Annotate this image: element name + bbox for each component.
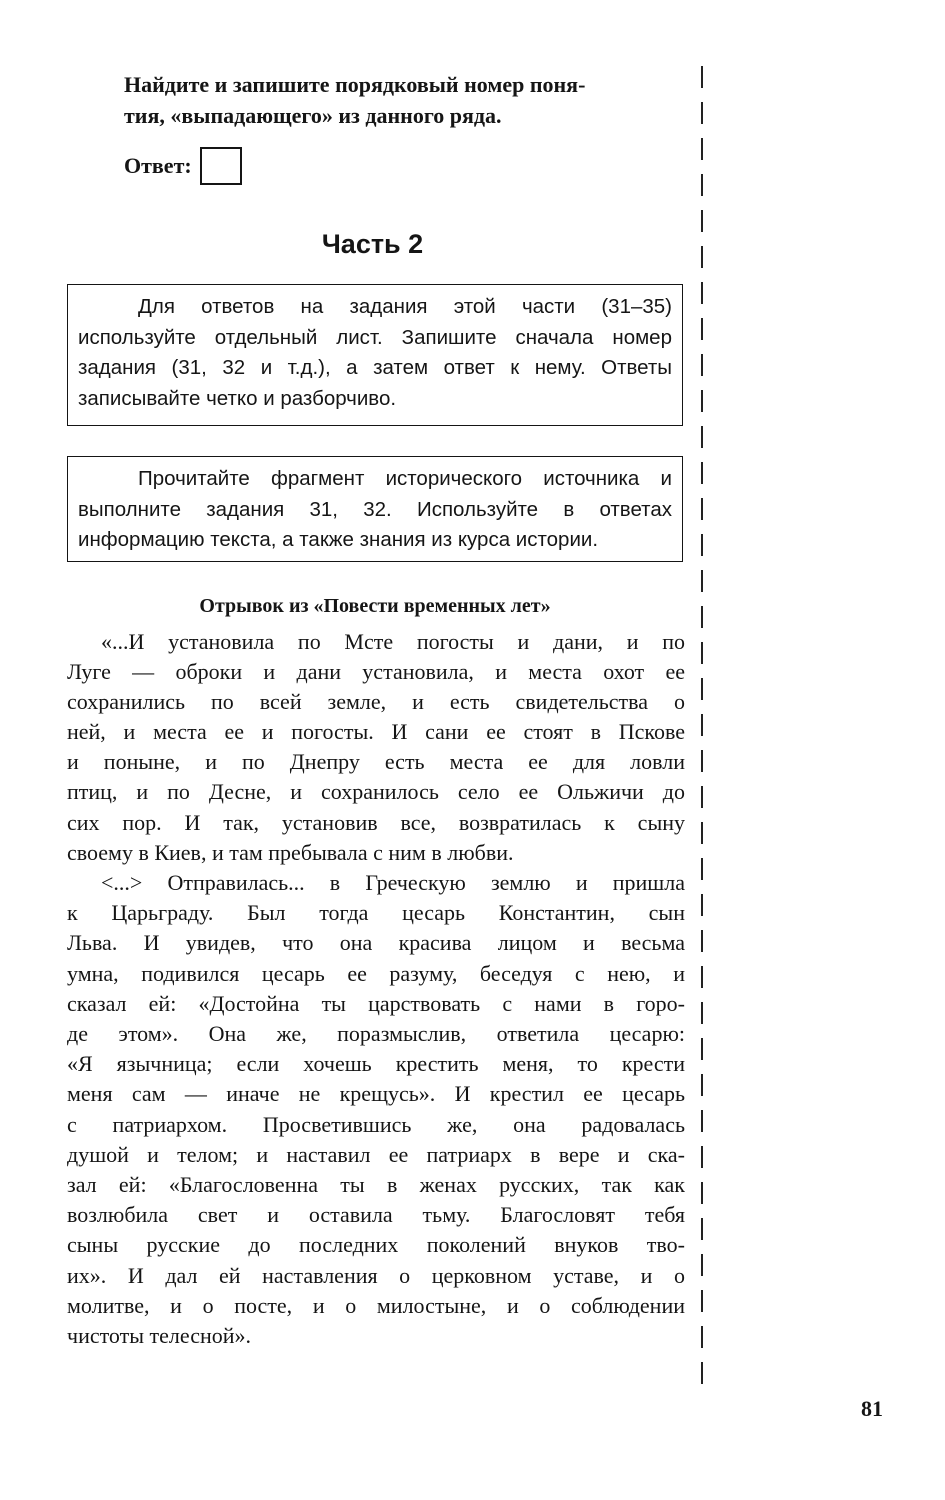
excerpt-line: птиц, и по Десне, и сохранилось село ее Ольжичи до: [67, 779, 685, 804]
instruction-box: [67, 284, 683, 426]
part-title: Часть 2: [321, 229, 424, 259]
excerpt-line: де этом». Она же, поразмыслив, ответила цесарю:: [67, 1021, 685, 1046]
answer-box[interactable]: [200, 147, 242, 185]
excerpt-line: сыны русские до последних поколений внуков тво-: [67, 1232, 685, 1257]
excerpt-line: молитве, и о посте, и о милостыне, и о соблюдении: [67, 1293, 685, 1318]
excerpt-line: «Я язычница; если хочешь крестить меня, то крести: [67, 1051, 685, 1076]
excerpt-line: ней, и места ее и погосты. И сани ее стоят в Пскове: [67, 719, 685, 744]
excerpt-line: сказал ей: «Достойна ты царствовать с нами в горо-: [67, 991, 685, 1016]
excerpt-line: сохранились по всей земле, и есть свидетельства о: [67, 689, 685, 714]
excerpt-line: сих пор. И так, установив все, возвратилась к сыну: [67, 810, 685, 835]
excerpt-line: умна, подивился цесарь ее разуму, беседуя с нею, и: [67, 961, 685, 986]
task-text-line-1: Найдите и запишите порядковый номер поня-: [124, 72, 586, 97]
reading-instruction-text: Прочитайте фрагмент исторического источника и выполните задания 31, 32. Используйте в ответах информацию текста, а также знания из курса истории.: [78, 467, 672, 551]
excerpt-title: Отрывок из «Повести временных лет»: [199, 595, 551, 617]
excerpt-line: зал ей: «Благословенна ты в женах русских, так как: [67, 1172, 685, 1197]
excerpt-line: «...И установила по Мсте погосты и дани, и по: [101, 629, 685, 654]
excerpt-line: <...> Отправилась... в Греческую землю и пришла: [101, 870, 685, 895]
page-number: 81: [861, 1396, 883, 1421]
excerpt-line: к Царьграду. Был тогда цесарь Константин, сын: [67, 900, 685, 925]
excerpt-line: их». И дал ей наставления о церковном уставе, и о: [67, 1263, 685, 1288]
reading-instruction-box: [67, 456, 683, 562]
excerpt-line: меня сам — иначе не крещусь». И крестил ее цесарь: [67, 1081, 685, 1106]
excerpt-line: своему в Киев, и там пребывала с ним в любви.: [67, 840, 514, 865]
excerpt-line: и поныне, и по Днепру есть места ее для ловли: [67, 749, 685, 774]
task-text-line-2: тия, «выпадающего» из данного ряда.: [124, 103, 502, 128]
cut-line-divider: [701, 66, 703, 1386]
excerpt-line: душой и телом; и наставил ее патриарх в вере и ска-: [67, 1142, 685, 1167]
excerpt-line: с патриархом. Просветившись же, она радовалась: [67, 1112, 685, 1137]
excerpt-line: Луге — оброки и дани установила, и места охот ее: [67, 659, 685, 684]
answer-label: Ответ:: [124, 153, 192, 178]
answer-row: [124, 146, 242, 186]
instruction-text: Для ответов на задания этой части (31–35) используйте отдельный лист. Запишите сначала номер задания (31, 32 и т.д.), а затем ответ к нему. Ответы записывайте четко и разборчиво.: [78, 295, 672, 410]
excerpt-line: чистоты телесной».: [67, 1323, 252, 1348]
excerpt-line: Льва. И увидев, что она красива лицом и весьма: [67, 930, 685, 955]
excerpt-line: возлюбила свет и оставила тьму. Благословят тебя: [67, 1202, 685, 1227]
